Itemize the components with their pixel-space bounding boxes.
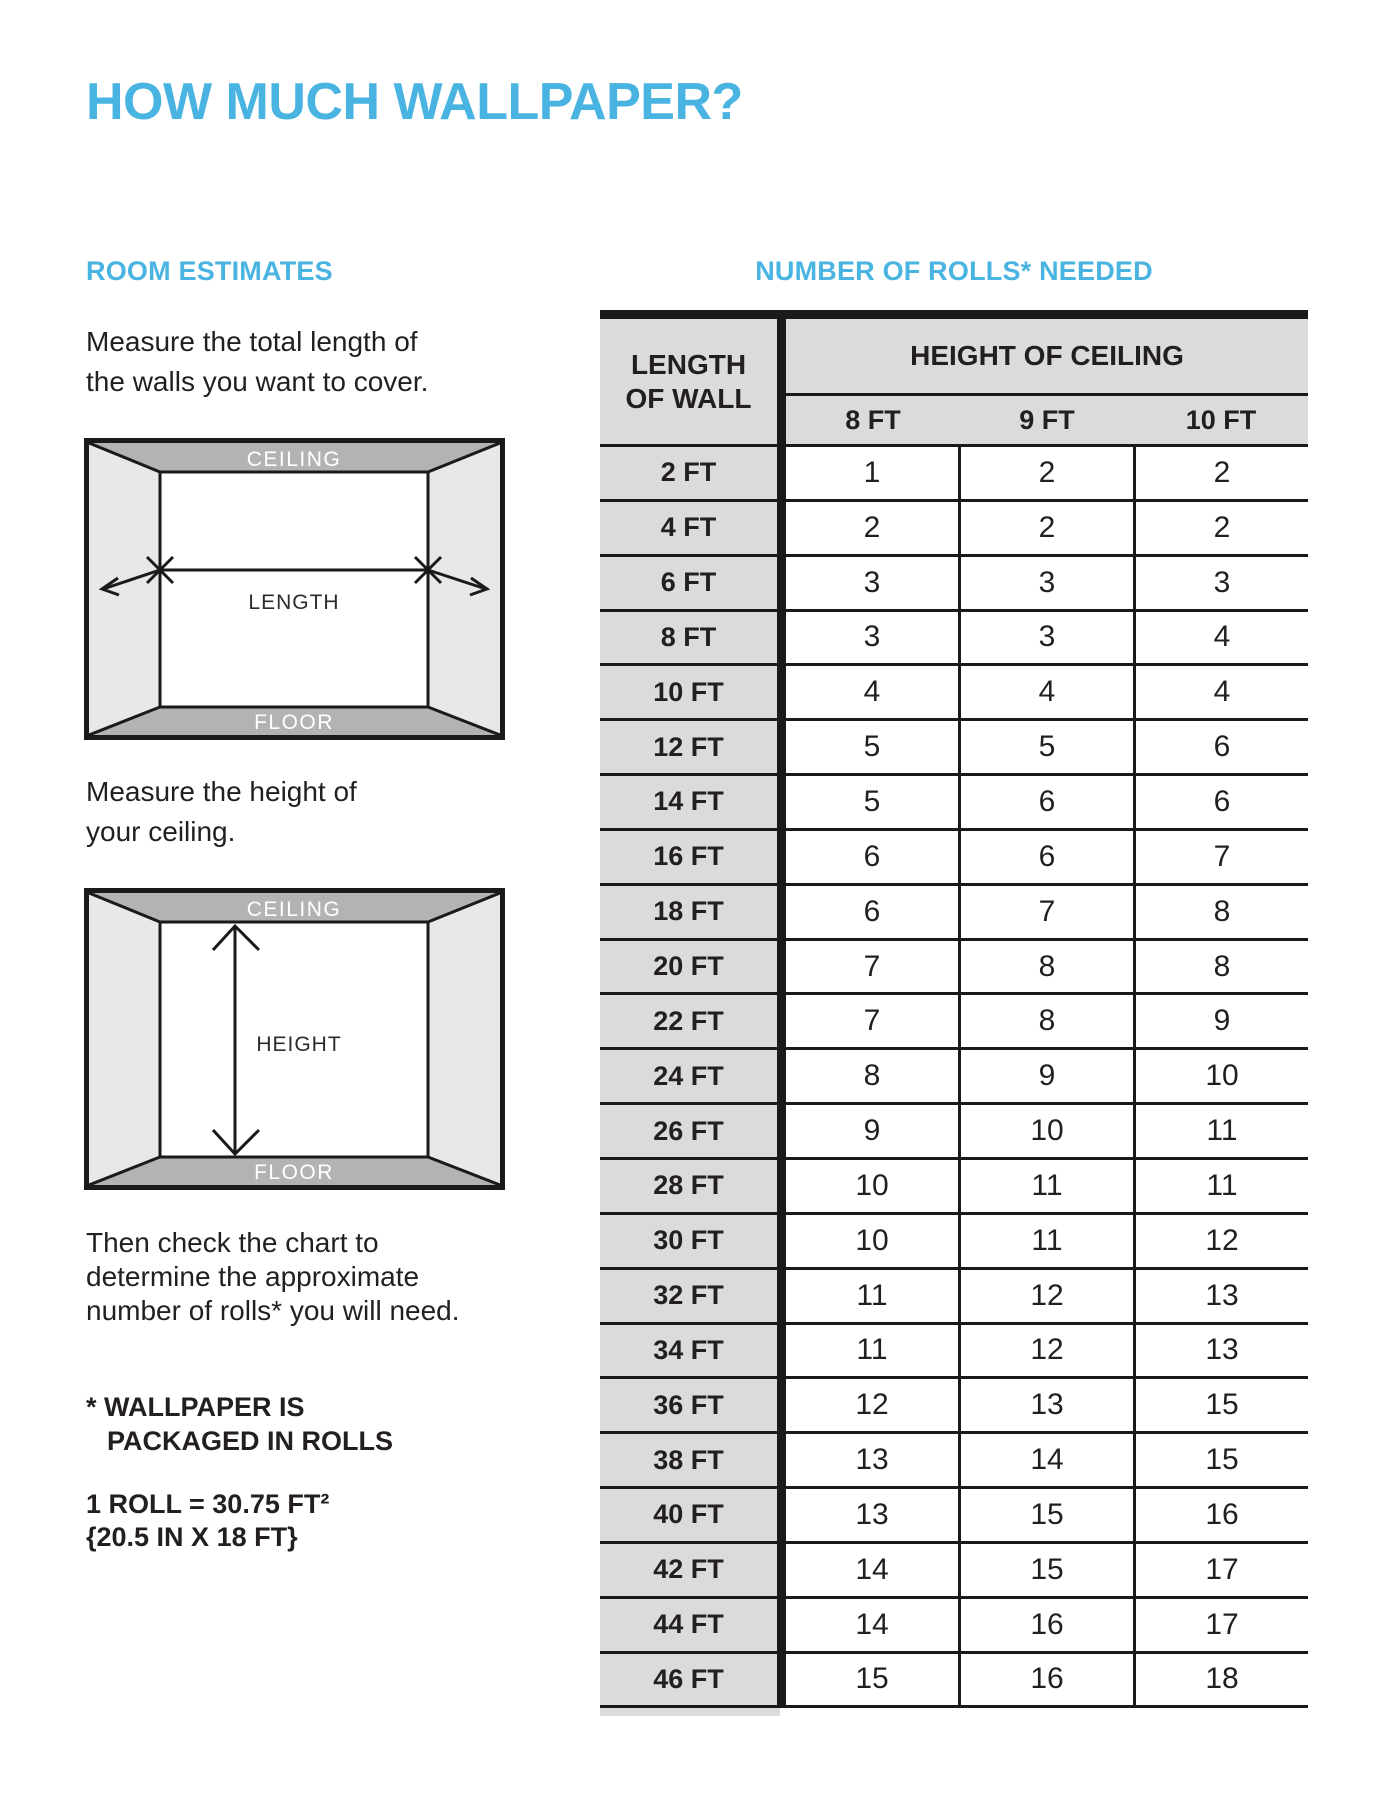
rolls-count-cell: 17 — [1133, 1599, 1308, 1651]
step1-line1: Measure the total length of — [86, 326, 418, 357]
table-row — [600, 1379, 1308, 1434]
table-row — [600, 666, 1308, 721]
rolls-count-cell: 13 — [958, 1379, 1133, 1431]
roll-size-info — [86, 1488, 329, 1554]
table-row — [600, 447, 1308, 502]
rolls-count-cell: 14 — [855, 1607, 889, 1641]
table-row — [600, 1215, 1308, 1270]
ceiling-9ft-header: 9 FT — [1019, 404, 1075, 435]
rolls-count-cell: 15 — [1133, 1379, 1308, 1431]
rolls-needed-heading: NUMBER OF ROLLS* NEEDED — [755, 256, 1153, 286]
wall-length-cell: 16 FT — [600, 831, 786, 883]
wall-length-cell: 20 FT — [600, 941, 786, 993]
height-room-drawing — [89, 893, 500, 1185]
length-of-wall-header-line2: OF WALL — [625, 382, 752, 414]
page-title: HOW MUCH WALLPAPER? — [86, 73, 743, 131]
footnote-line2: PACKAGED IN ROLLS — [107, 1426, 394, 1456]
ceiling-10ft-header: 10 FT — [1185, 404, 1257, 435]
rolls-footnote — [86, 1390, 393, 1458]
wall-length-cell: 6 FT — [600, 557, 786, 609]
table-row — [600, 1544, 1308, 1599]
floor-label: FLOOR — [254, 711, 334, 734]
rolls-count-cell: 16 — [1133, 1489, 1308, 1541]
step3-line1: Then check the chart to — [86, 1227, 379, 1258]
table-row — [600, 502, 1308, 557]
rolls-count-cell: 6 — [1133, 776, 1308, 828]
rolls-count-cell: 11 — [958, 1160, 1133, 1212]
wall-length-cell: 46 FT — [600, 1654, 786, 1706]
table-row — [600, 1654, 1308, 1709]
left-wall-surface — [89, 893, 160, 1185]
rolls-count-cell: 7 — [863, 1004, 881, 1038]
rolls-count-cell: 2 — [863, 510, 881, 544]
wall-length-cell: 26 FT — [600, 1105, 786, 1157]
table-row — [600, 995, 1308, 1050]
rolls-count-cell: 6 — [863, 839, 881, 873]
height-label: HEIGHT — [256, 1033, 342, 1056]
rolls-count-cell: 11 — [856, 1278, 888, 1312]
rolls-count-cell: 12 — [1133, 1215, 1308, 1267]
wall-length-cell: 4 FT — [600, 502, 786, 554]
length-room-drawing — [89, 443, 500, 735]
rolls-count-cell: 14 — [958, 1434, 1133, 1486]
rolls-count-cell: 13 — [855, 1443, 889, 1477]
footnote-line1: * WALLPAPER IS — [86, 1392, 305, 1422]
table-header — [600, 319, 1308, 447]
rolls-count-cell: 11 — [1133, 1105, 1308, 1157]
table-row — [600, 1489, 1308, 1544]
table-bottom-stub — [600, 1708, 780, 1716]
rolls-count-cell: 3 — [958, 557, 1133, 609]
step3-text — [86, 1226, 460, 1328]
rolls-count-cell: 17 — [1133, 1544, 1308, 1596]
rolls-count-cell: 2 — [958, 502, 1133, 554]
rolls-count-cell: 14 — [855, 1552, 889, 1586]
step3-line2: determine the approximate — [86, 1261, 420, 1292]
wall-length-cell: 42 FT — [600, 1544, 786, 1596]
room-estimates-heading: ROOM ESTIMATES — [86, 256, 333, 286]
wall-length-cell: 38 FT — [600, 1434, 786, 1486]
rolls-count-cell: 15 — [1133, 1434, 1308, 1486]
rolls-count-cell: 16 — [958, 1654, 1133, 1706]
length-of-wall-header — [600, 319, 786, 444]
rolls-count-cell: 3 — [958, 612, 1133, 664]
rolls-count-cell: 8 — [958, 995, 1133, 1047]
rolls-count-cell: 8 — [1133, 886, 1308, 938]
right-wall-surface — [428, 893, 500, 1185]
wall-length-cell: 44 FT — [600, 1599, 786, 1651]
height-room-diagram — [84, 888, 505, 1190]
wall-length-cell: 18 FT — [600, 886, 786, 938]
length-label: LENGTH — [248, 591, 340, 614]
rolls-table-body — [600, 447, 1308, 1708]
rolls-count-cell: 2 — [1133, 447, 1308, 499]
rolls-count-cell: 4 — [958, 666, 1133, 718]
rolls-count-cell: 16 — [958, 1599, 1133, 1651]
step1-text — [86, 322, 428, 402]
rolls-count-cell: 2 — [958, 447, 1133, 499]
rolls-count-cell: 15 — [855, 1662, 889, 1696]
height-of-ceiling-header: HEIGHT OF CEILING — [786, 319, 1308, 396]
ceiling-height-header-group — [786, 319, 1308, 444]
table-row — [600, 1050, 1308, 1105]
wall-length-cell: 24 FT — [600, 1050, 786, 1102]
rolls-count-cell: 11 — [958, 1215, 1133, 1267]
table-row — [600, 612, 1308, 667]
rolls-count-cell: 12 — [958, 1270, 1133, 1322]
ceiling-label: CEILING — [246, 898, 342, 921]
rolls-count-cell: 11 — [1133, 1160, 1308, 1212]
step1-line2: the walls you want to cover. — [86, 366, 429, 397]
ceiling-8ft-header: 8 FT — [845, 404, 901, 435]
table-row — [600, 941, 1308, 996]
rolls-count-cell: 9 — [863, 1114, 881, 1148]
rolls-count-cell: 6 — [1133, 721, 1308, 773]
table-row — [600, 1160, 1308, 1215]
wall-length-cell: 22 FT — [600, 995, 786, 1047]
wall-length-cell: 12 FT — [600, 721, 786, 773]
rolls-count-cell: 6 — [958, 831, 1133, 883]
rolls-count-cell: 13 — [855, 1497, 889, 1531]
length-room-diagram — [84, 438, 505, 740]
rolls-count-cell: 8 — [863, 1059, 881, 1093]
wall-length-cell: 14 FT — [600, 776, 786, 828]
rolls-count-cell: 18 — [1133, 1654, 1308, 1706]
wall-length-cell: 34 FT — [600, 1325, 786, 1377]
step3-line3: number of rolls* you will need. — [86, 1295, 460, 1326]
rolls-count-cell: 12 — [855, 1388, 889, 1422]
rolls-count-cell: 10 — [855, 1168, 889, 1202]
rolls-count-cell: 6 — [863, 894, 881, 928]
rolls-count-cell: 10 — [855, 1223, 889, 1257]
table-row — [600, 831, 1308, 886]
rolls-count-cell: 7 — [958, 886, 1133, 938]
rolls-count-cell: 4 — [1133, 612, 1308, 664]
rolls-count-cell: 10 — [958, 1105, 1133, 1157]
rolls-count-cell: 13 — [1133, 1270, 1308, 1322]
table-row — [600, 886, 1308, 941]
rolls-count-cell: 4 — [863, 675, 881, 709]
rolls-count-cell: 7 — [1133, 831, 1308, 883]
length-of-wall-header-line1: LENGTH — [630, 348, 747, 380]
step2-text — [86, 772, 357, 852]
rolls-needed-table — [600, 310, 1308, 1716]
table-row — [600, 1270, 1308, 1325]
rolls-count-cell: 15 — [958, 1544, 1133, 1596]
table-row — [600, 1105, 1308, 1160]
rolls-count-cell: 13 — [1133, 1325, 1308, 1377]
rolls-count-cell: 3 — [863, 620, 881, 654]
rolls-count-cell: 12 — [958, 1325, 1133, 1377]
table-row — [600, 1434, 1308, 1489]
rolls-count-cell: 10 — [1133, 1050, 1308, 1102]
ceiling-height-subheaders — [786, 396, 1308, 444]
step2-line1: Measure the height of — [86, 776, 357, 807]
rolls-count-cell: 5 — [958, 721, 1133, 773]
ceiling-label: CEILING — [246, 448, 342, 471]
table-row — [600, 1325, 1308, 1380]
wall-length-cell: 36 FT — [600, 1379, 786, 1431]
rolls-count-cell: 9 — [1133, 995, 1308, 1047]
rolls-count-cell: 6 — [958, 776, 1133, 828]
rolls-count-cell: 7 — [863, 949, 881, 983]
rolls-count-cell: 15 — [958, 1489, 1133, 1541]
rolls-count-cell: 8 — [1133, 941, 1308, 993]
wall-length-cell: 10 FT — [600, 666, 786, 718]
step2-line2: your ceiling. — [86, 816, 236, 847]
table-row — [600, 776, 1308, 831]
table-row — [600, 557, 1308, 612]
rolls-count-cell: 9 — [958, 1050, 1133, 1102]
table-row — [600, 721, 1308, 776]
rolls-count-cell: 1 — [863, 455, 881, 489]
rolls-count-cell: 3 — [1133, 557, 1308, 609]
rolls-count-cell: 3 — [863, 565, 881, 599]
wall-length-cell: 2 FT — [600, 447, 786, 499]
roll-size-line2: {20.5 IN X 18 FT} — [86, 1522, 298, 1552]
wall-length-cell: 32 FT — [600, 1270, 786, 1322]
rolls-count-cell: 5 — [863, 730, 881, 764]
back-wall-surface — [160, 472, 428, 707]
rolls-count-cell: 5 — [863, 784, 881, 818]
roll-size-line1: 1 ROLL = 30.75 FT² — [86, 1489, 330, 1519]
rolls-count-cell: 2 — [1133, 502, 1308, 554]
rolls-count-cell: 4 — [1133, 666, 1308, 718]
floor-label: FLOOR — [254, 1161, 334, 1184]
table-row — [600, 1599, 1308, 1654]
rolls-count-cell: 8 — [958, 941, 1133, 993]
rolls-count-cell: 11 — [856, 1333, 888, 1367]
wall-length-cell: 28 FT — [600, 1160, 786, 1212]
wall-length-cell: 8 FT — [600, 612, 786, 664]
wall-length-cell: 30 FT — [600, 1215, 786, 1267]
wall-length-cell: 40 FT — [600, 1489, 786, 1541]
